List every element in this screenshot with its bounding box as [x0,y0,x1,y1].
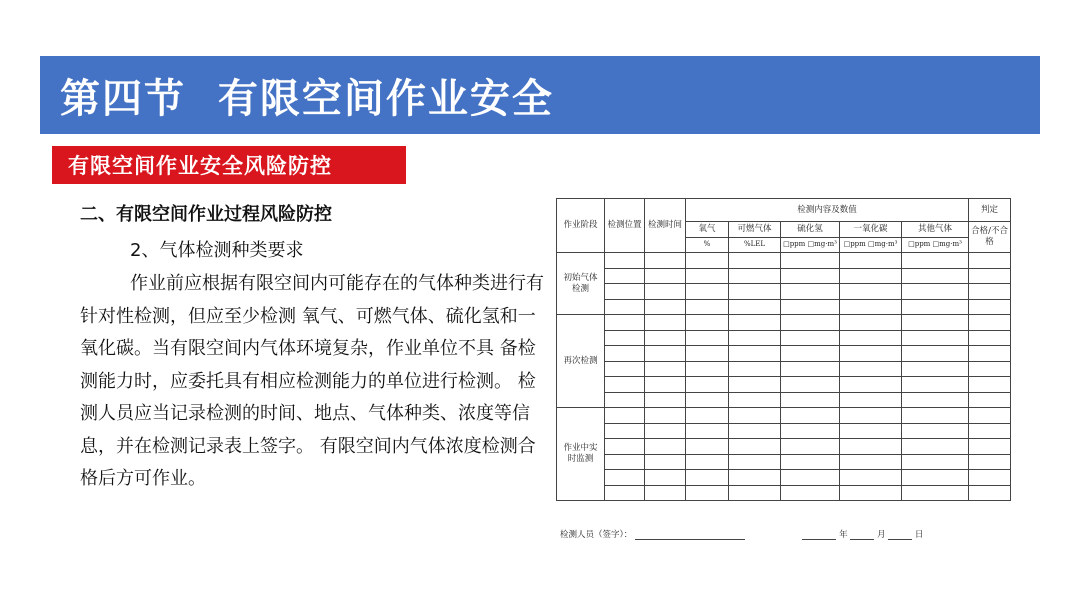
entry-cell[interactable] [645,299,686,315]
table-row [557,423,1011,439]
day-line [888,539,912,540]
entry-cell[interactable] [605,346,645,362]
section-tag-label: 有限空间作业安全风险防控 [68,154,332,178]
header-time: 检测时间 [645,199,686,253]
entry-cell[interactable] [969,423,1011,439]
entry-cell[interactable] [729,330,781,346]
entry-cell[interactable] [902,470,969,486]
entry-cell[interactable] [729,361,781,377]
entry-cell[interactable] [686,330,729,346]
table-row [557,253,1011,269]
entry-cell[interactable] [729,439,781,455]
header-other-gas: 其他气体 [902,222,969,238]
signature-line [635,539,745,540]
entry-cell[interactable] [840,361,902,377]
month-line [850,539,874,540]
entry-cell[interactable] [840,485,902,501]
entry-cell[interactable] [840,268,902,284]
entry-cell[interactable] [781,299,840,315]
header-stage: 作业阶段 [557,199,605,253]
header-combustible: 可燃气体 [729,222,781,238]
entry-cell[interactable] [645,408,686,424]
table-row [557,439,1011,455]
table-row [557,392,1011,408]
entry-cell[interactable] [781,284,840,300]
entry-cell[interactable] [969,485,1011,501]
inspector-signature-label: 检测人员（签字）： [560,530,633,540]
entry-cell[interactable] [840,315,902,331]
entry-cell[interactable] [729,377,781,393]
table-row [557,377,1011,393]
entry-cell[interactable] [840,392,902,408]
entry-cell[interactable] [902,439,969,455]
entry-cell[interactable] [686,315,729,331]
entry-cell[interactable] [969,470,1011,486]
entry-cell[interactable] [686,361,729,377]
entry-cell[interactable] [645,470,686,486]
entry-cell[interactable] [729,315,781,331]
stage-label-cell: 作业中实时监测 [557,408,605,501]
entry-cell[interactable] [840,284,902,300]
entry-cell[interactable] [605,330,645,346]
entry-cell[interactable] [840,470,902,486]
unit-combustible: %LEL [729,237,781,253]
header-h2s: 硫化氢 [781,222,840,238]
table-row [557,470,1011,486]
entry-cell[interactable] [781,454,840,470]
entry-cell[interactable] [645,392,686,408]
entry-cell[interactable] [605,299,645,315]
entry-cell[interactable] [645,454,686,470]
page-title: 第四节 有限空间作业安全 [60,75,554,122]
stage-label-cell: 再次检测 [557,315,605,408]
paragraph-text: 作业前应根据有限空间内可能存在的气体种类进行有针对性检测，但应至少检测 氧气、可燃气体、硫化氢和一氧化碳。当有限空间内气体环境复杂，作业单位不具 备检测能力时，应委托具有相应检测能力的单位进行检测。 检测人员应当记录检测的时间、地点、气体种类、浓度等信息，并在检测记录表上签字。 有限空间内气体浓度检测合格后方可作业。 [80,273,544,489]
unit-other: □ppm □mg·m³ [902,237,969,253]
unit-co: □ppm □mg·m³ [840,237,902,253]
table-row [557,408,1011,424]
entry-cell[interactable] [781,408,840,424]
entry-cell[interactable] [781,392,840,408]
header-position: 检测位置 [605,199,645,253]
entry-cell[interactable] [840,253,902,269]
section-tag [52,146,406,184]
entry-cell[interactable] [969,315,1011,331]
year-line [802,539,836,540]
entry-cell[interactable] [729,284,781,300]
entry-cell[interactable] [729,485,781,501]
entry-cell[interactable] [645,439,686,455]
entry-cell[interactable] [729,268,781,284]
entry-cell[interactable] [729,253,781,269]
content-heading: 二、有限空间作业过程风险防控 [80,204,332,225]
entry-cell[interactable] [605,253,645,269]
entry-cell[interactable] [729,454,781,470]
form-footer [560,528,923,540]
entry-cell[interactable] [969,408,1011,424]
entry-cell[interactable] [902,392,969,408]
entry-cell[interactable] [969,253,1011,269]
entry-cell[interactable] [781,470,840,486]
table-row [557,284,1011,300]
entry-cell[interactable] [645,330,686,346]
entry-cell[interactable] [840,299,902,315]
table-row [557,485,1011,501]
entry-cell[interactable] [969,377,1011,393]
entry-cell[interactable] [902,454,969,470]
title-bar [40,56,1040,134]
entry-cell[interactable] [969,330,1011,346]
month-label: 月 [877,530,886,540]
entry-cell[interactable] [902,253,969,269]
entry-cell[interactable] [645,346,686,362]
entry-cell[interactable] [902,284,969,300]
content-subheading: 2、气体检测种类要求 [130,240,304,261]
year-label: 年 [839,530,848,540]
entry-cell[interactable] [686,470,729,486]
entry-cell[interactable] [902,361,969,377]
entry-cell[interactable] [686,485,729,501]
table-row [557,268,1011,284]
entry-cell[interactable] [840,454,902,470]
entry-cell[interactable] [781,377,840,393]
entry-cell[interactable] [645,377,686,393]
entry-cell[interactable] [605,439,645,455]
entry-cell[interactable] [902,485,969,501]
entry-cell[interactable] [729,470,781,486]
entry-cell[interactable] [686,408,729,424]
entry-cell[interactable] [605,392,645,408]
entry-cell[interactable] [645,284,686,300]
entry-cell[interactable] [729,299,781,315]
entry-cell[interactable] [605,268,645,284]
entry-cell[interactable] [969,454,1011,470]
entry-cell[interactable] [605,423,645,439]
day-label: 日 [914,530,924,540]
entry-cell[interactable] [902,268,969,284]
entry-cell[interactable] [729,423,781,439]
entry-cell[interactable] [645,315,686,331]
entry-cell[interactable] [686,253,729,269]
entry-cell[interactable] [645,423,686,439]
entry-cell[interactable] [605,284,645,300]
entry-cell[interactable] [686,439,729,455]
entry-cell[interactable] [605,454,645,470]
entry-cell[interactable] [686,299,729,315]
content-paragraph [80,268,550,496]
entry-cell[interactable] [645,268,686,284]
entry-cell[interactable] [902,299,969,315]
record-table [556,198,1011,501]
header-pass-fail: 合格/不合格 [969,222,1011,253]
entry-cell[interactable] [605,361,645,377]
entry-cell[interactable] [729,392,781,408]
table-row [557,346,1011,362]
header-co: 一氧化碳 [840,222,902,238]
entry-cell[interactable] [902,346,969,362]
entry-cell[interactable] [969,392,1011,408]
entry-cell[interactable] [686,454,729,470]
entry-cell[interactable] [840,377,902,393]
entry-cell[interactable] [902,408,969,424]
gas-detection-record-form [556,198,1010,550]
entry-cell[interactable] [686,423,729,439]
entry-cell[interactable] [969,284,1011,300]
entry-cell[interactable] [729,346,781,362]
entry-cell[interactable] [840,439,902,455]
entry-cell[interactable] [781,315,840,331]
entry-cell[interactable] [686,284,729,300]
entry-cell[interactable] [686,268,729,284]
entry-cell[interactable] [902,377,969,393]
entry-cell[interactable] [969,361,1011,377]
entry-cell[interactable] [605,470,645,486]
entry-cell[interactable] [781,423,840,439]
entry-cell[interactable] [605,377,645,393]
entry-cell[interactable] [969,299,1011,315]
entry-cell[interactable] [781,330,840,346]
entry-cell[interactable] [729,408,781,424]
entry-cell[interactable] [902,315,969,331]
entry-cell[interactable] [969,268,1011,284]
entry-cell[interactable] [781,253,840,269]
table-row [557,330,1011,346]
table-row [557,315,1011,331]
entry-cell[interactable] [645,485,686,501]
entry-cell[interactable] [645,253,686,269]
entry-cell[interactable] [840,423,902,439]
entry-cell[interactable] [969,346,1011,362]
entry-cell[interactable] [840,408,902,424]
entry-cell[interactable] [605,485,645,501]
entry-cell[interactable] [902,423,969,439]
unit-oxygen: % [686,237,729,253]
entry-cell[interactable] [840,346,902,362]
stage-label-cell: 初始气体检测 [557,253,605,315]
entry-cell[interactable] [781,485,840,501]
entry-cell[interactable] [781,268,840,284]
entry-cell[interactable] [781,361,840,377]
entry-cell[interactable] [686,346,729,362]
entry-cell[interactable] [969,439,1011,455]
header-oxygen: 氧气 [686,222,729,238]
entry-cell[interactable] [686,392,729,408]
table-row [557,299,1011,315]
entry-cell[interactable] [605,315,645,331]
entry-cell[interactable] [781,346,840,362]
table-row [557,361,1011,377]
entry-cell[interactable] [902,330,969,346]
header-judge: 判定 [969,199,1011,222]
table-row [557,454,1011,470]
header-content-values: 检测内容及数值 [686,199,969,222]
entry-cell[interactable] [645,361,686,377]
entry-cell[interactable] [686,377,729,393]
entry-cell[interactable] [840,330,902,346]
entry-cell[interactable] [605,408,645,424]
entry-cell[interactable] [781,439,840,455]
unit-h2s: □ppm □mg·m³ [781,237,840,253]
